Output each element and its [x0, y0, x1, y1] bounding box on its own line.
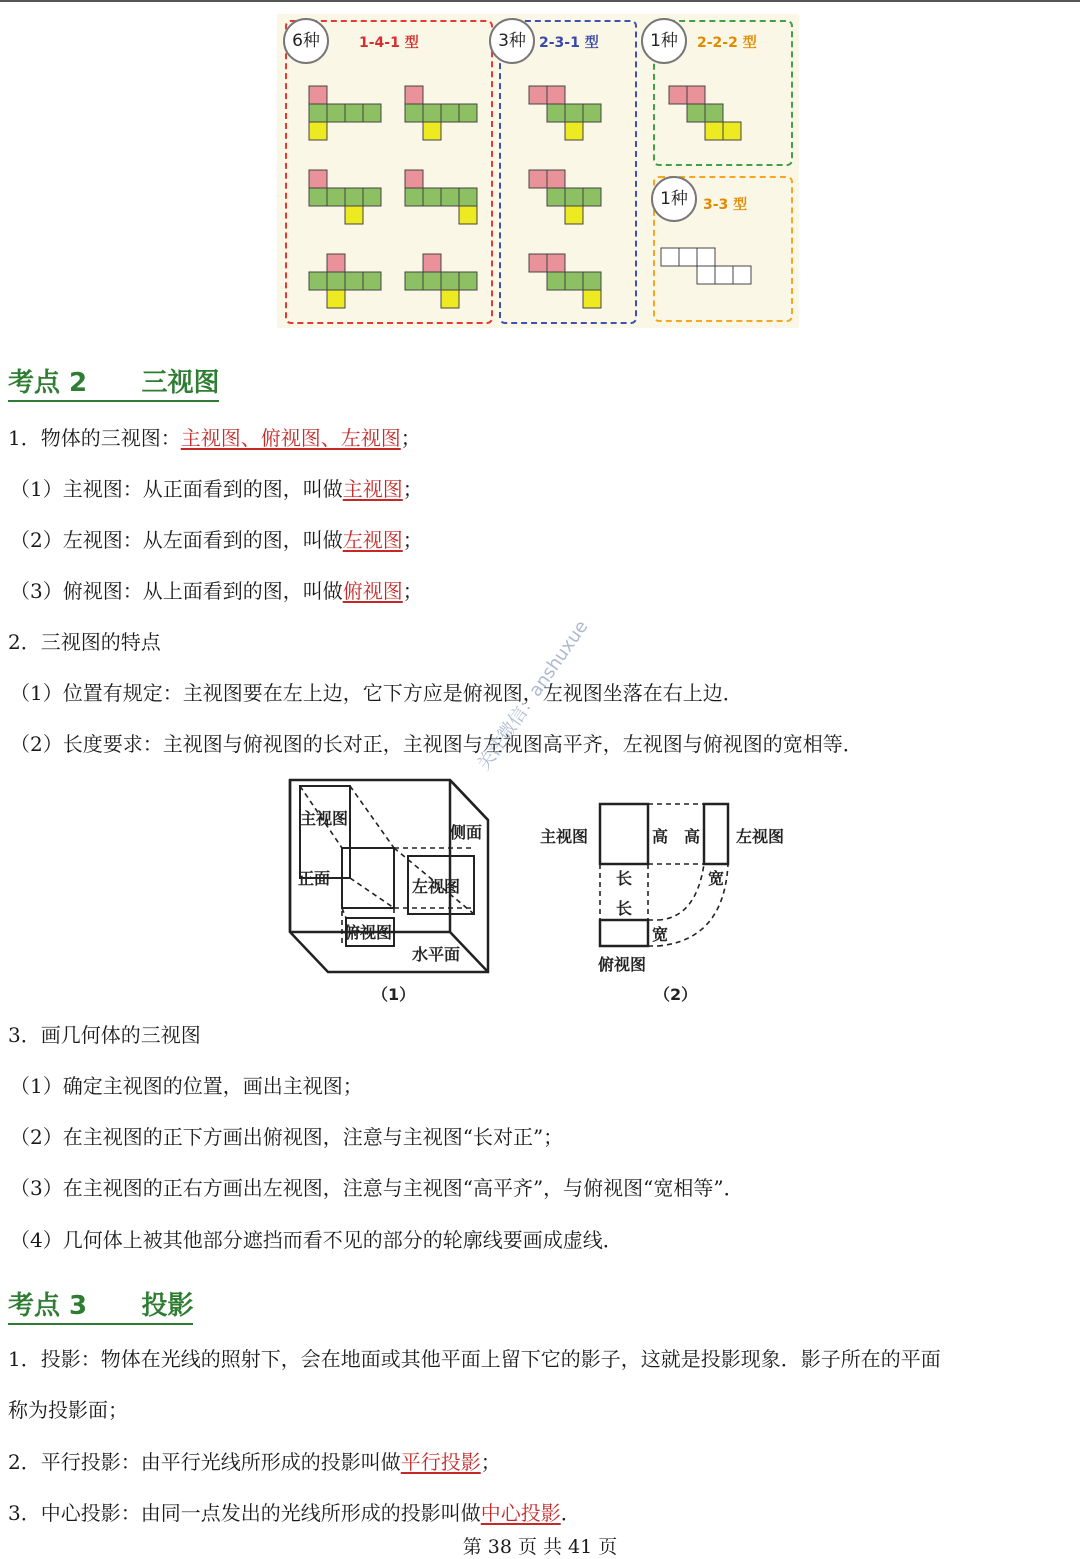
net-square	[583, 290, 601, 308]
net-square	[327, 188, 345, 206]
net-square	[405, 170, 423, 188]
label-long: 长	[616, 869, 633, 888]
type-label: 1-4-1 型	[359, 35, 419, 51]
net-square	[309, 122, 327, 140]
net-square	[423, 188, 441, 206]
net-square	[529, 254, 547, 272]
text: ；	[402, 477, 423, 501]
cube-nets-drawing	[277, 14, 799, 328]
count-badge: 1种	[641, 18, 687, 64]
paragraph: （3）在主视图的正右方画出左视图，注意与主视图“高平齐”，与俯视图“宽相等”．	[10, 1176, 744, 1200]
label-top-view: 俯视图	[344, 923, 393, 942]
figure-caption: （1）	[372, 985, 416, 1004]
net-square	[715, 266, 733, 284]
paragraph: 2．三视图的特点	[8, 630, 161, 654]
net-square	[309, 272, 327, 290]
key-term: 主视图、俯视图、左视图	[180, 426, 401, 450]
net-square	[565, 104, 583, 122]
paragraph: 1．投影：物体在光线的照射下，会在地面或其他平面上留下它的影子，这就是投影现象．影子所在的平面	[8, 1347, 941, 1371]
paragraph	[10, 526, 423, 554]
net-square	[459, 206, 477, 224]
net-square	[327, 104, 345, 122]
watermark: 关注微信：anshuxue	[473, 616, 593, 775]
net-square	[345, 272, 363, 290]
net-square	[687, 104, 705, 122]
label-left-view: 左视图	[412, 877, 461, 896]
net-square	[363, 104, 381, 122]
paragraph	[10, 577, 423, 605]
text: （3）俯视图：从上面看到的图，叫做	[10, 579, 343, 603]
net-square	[705, 104, 723, 122]
net-square	[345, 206, 363, 224]
net-square	[547, 170, 565, 188]
label-main-view: 主视图	[540, 827, 589, 846]
paragraph	[8, 1499, 581, 1527]
label-left-view: 左视图	[736, 827, 785, 846]
net-square	[363, 188, 381, 206]
net-square	[687, 86, 705, 104]
label-wide: 宽	[708, 869, 725, 888]
key-term: 中心投影	[480, 1501, 561, 1525]
label-wide: 宽	[652, 925, 669, 944]
net-square	[441, 290, 459, 308]
text: ；	[480, 1450, 501, 1474]
net-square	[441, 188, 459, 206]
net-square	[705, 122, 723, 140]
net-square	[423, 104, 441, 122]
net-square	[405, 188, 423, 206]
net-square	[459, 104, 477, 122]
count-badge: 6种	[283, 18, 329, 64]
net-square	[583, 188, 601, 206]
text: ．	[560, 1501, 581, 1525]
net-square	[697, 248, 715, 266]
net-square	[327, 272, 345, 290]
count-badge: 3种	[489, 18, 535, 64]
net-square	[423, 122, 441, 140]
three-view-box-figure	[280, 772, 510, 1012]
net-square	[345, 188, 363, 206]
paragraph: （4）几何体上被其他部分遮挡而看不见的部分的轮廓线要画成虚线．	[10, 1228, 623, 1252]
type-label: 2-2-2 型	[697, 35, 757, 51]
net-square	[565, 122, 583, 140]
net-square	[309, 104, 327, 122]
label-main-view: 主视图	[300, 809, 349, 828]
text: 2．平行投影：由平行光线所形成的投影叫做	[8, 1450, 401, 1474]
paragraph: （1）确定主视图的位置，画出主视图；	[10, 1074, 363, 1098]
label-long: 长	[616, 899, 633, 918]
label-high: 高	[684, 827, 701, 846]
net-square	[423, 272, 441, 290]
net-square	[733, 266, 751, 284]
three-view-layout-figure	[538, 790, 798, 1010]
paragraph	[8, 1448, 501, 1476]
net-square	[583, 272, 601, 290]
text: （2）左视图：从左面看到的图，叫做	[10, 528, 343, 552]
paragraph	[8, 424, 421, 452]
net-square	[547, 104, 565, 122]
net-square	[583, 104, 601, 122]
net-square	[327, 290, 345, 308]
paragraph: （2）长度要求：主视图与俯视图的长对正，主视图与左视图高平齐，左视图与俯视图的宽相等．	[10, 732, 863, 756]
label-top-view: 俯视图	[598, 955, 647, 974]
cube-nets-figure	[277, 14, 799, 328]
text: 1．物体的三视图：	[8, 426, 181, 450]
net-square	[405, 86, 423, 104]
net-square	[661, 248, 679, 266]
net-square	[723, 122, 741, 140]
type-label: 2-3-1 型	[539, 35, 599, 51]
net-square	[459, 188, 477, 206]
net-square	[309, 86, 327, 104]
paragraph	[10, 475, 423, 503]
net-square	[309, 188, 327, 206]
label-high: 高	[652, 827, 669, 846]
net-square	[441, 272, 459, 290]
net-square	[565, 188, 583, 206]
net-square	[405, 104, 423, 122]
label-side: 侧面	[450, 823, 483, 842]
net-square	[459, 272, 477, 290]
net-square	[547, 188, 565, 206]
paragraph: （2）在主视图的正下方画出俯视图，注意与主视图“长对正”；	[10, 1125, 564, 1149]
net-square	[565, 206, 583, 224]
paragraph: 3．画几何体的三视图	[8, 1023, 201, 1047]
label-front: 正面	[298, 869, 331, 888]
type-label: 3-3 型	[703, 197, 748, 213]
net-square	[669, 86, 687, 104]
net-square	[547, 272, 565, 290]
page-footer: 第 38 页 共 41 页	[462, 1536, 618, 1558]
section-heading-three-views: 考点 2 三视图	[8, 362, 219, 402]
text: ；	[402, 579, 423, 603]
key-term: 主视图	[342, 477, 403, 501]
net-square	[423, 254, 441, 272]
net-square	[679, 248, 697, 266]
section-heading-projection: 考点 3 投影	[8, 1285, 193, 1325]
text: ；	[400, 426, 421, 450]
net-square	[345, 104, 363, 122]
paragraph: （1）位置有规定：主视图要在左上边，它下方应是俯视图，左视图坐落在右上边．	[10, 681, 743, 705]
label-horizontal-plane: 水平面	[412, 945, 461, 964]
net-square	[697, 266, 715, 284]
net-square	[529, 170, 547, 188]
net-square	[327, 254, 345, 272]
net-square	[363, 272, 381, 290]
text: （1）主视图：从正面看到的图，叫做	[10, 477, 343, 501]
text: 3．中心投影：由同一点发出的光线所形成的投影叫做	[8, 1501, 481, 1525]
key-term: 左视图	[342, 528, 403, 552]
top-rule	[0, 0, 1080, 2]
net-square	[405, 272, 423, 290]
key-term: 俯视图	[342, 579, 403, 603]
figure-caption: （2）	[654, 985, 698, 1004]
net-square	[547, 254, 565, 272]
text: ；	[402, 528, 423, 552]
net-square	[529, 86, 547, 104]
count-badge: 1种	[651, 176, 697, 222]
net-square	[309, 170, 327, 188]
net-square	[547, 86, 565, 104]
paragraph: 称为投影面；	[8, 1398, 128, 1422]
net-square	[565, 272, 583, 290]
net-square	[441, 104, 459, 122]
key-term: 平行投影	[400, 1450, 481, 1474]
